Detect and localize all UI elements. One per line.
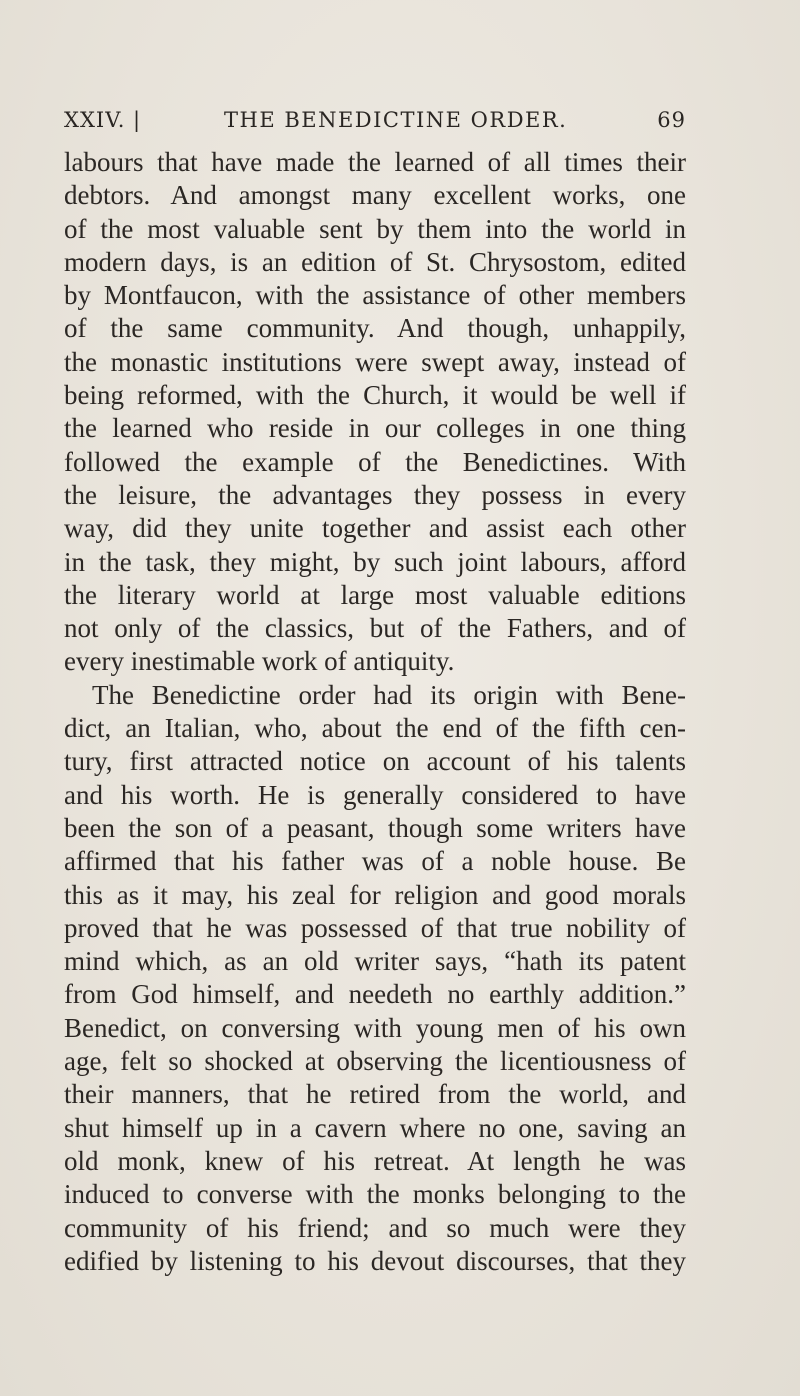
text-line: mind which, as an old writer says, “hath its patent [64, 946, 686, 977]
text-line: induced to converse with the monks belonging to the [64, 1179, 686, 1210]
text-line: the monastic institutions were swept away, instead of [64, 346, 686, 377]
text-line: not only of the classics, but of the Fathers, and of [64, 613, 686, 644]
text-line: community of his friend; and so much were they [64, 1212, 686, 1243]
text-line: the literary world at large most valuable editions [64, 579, 686, 610]
text-line: affirmed that his father was of a noble house. Be [64, 846, 686, 877]
text-line: age, felt so shocked at observing the licentiousness of [64, 1046, 686, 1077]
text-line: Benedict, on conversing with young men of his own [64, 1012, 686, 1043]
text-line: by Montfaucon, with the assistance of other members [64, 280, 686, 311]
text-line: the leisure, the advantages they possess in every [64, 479, 686, 510]
chapter-number: XXIV. | [64, 108, 142, 132]
text-line: shut himself up in a cavern where no one, saving an [64, 1112, 686, 1143]
text-line: dict, an Italian, who, about the end of the fifth cen- [64, 713, 686, 744]
running-title: THE BENEDICTINE ORDER. [224, 108, 568, 132]
text-line: the learned who reside in our colleges in one thing [64, 413, 686, 444]
text-line: edified by listening to his devout discourses, that they [64, 1245, 686, 1276]
text-line: of the most valuable sent by them into the world in [64, 213, 686, 244]
text-line: been the son of a peasant, though some writers have [64, 812, 686, 843]
text-line: old monk, knew of his retreat. At length he was [64, 1145, 686, 1176]
page-number: 69 [657, 108, 686, 132]
text-line: and his worth. He is generally considered to have [64, 779, 686, 810]
text-line: debtors. And amongst many excellent works, one [64, 180, 686, 211]
text-line: from God himself, and needeth no earthly addition.” [64, 979, 686, 1010]
text-line: proved that he was possessed of that true nobility of [64, 912, 686, 943]
text-line: this as it may, his zeal for religion and good morals [64, 879, 686, 910]
text-line: way, did they unite together and assist each other [64, 513, 686, 544]
text-line: in the task, they might, by such joint labours, afford [64, 546, 686, 577]
text-line: of the same community. And though, unhappily, [64, 313, 686, 344]
running-head [64, 108, 686, 138]
paragraph-end-line: every inestimable work of antiquity. [64, 646, 455, 677]
paragraph-first-line: The Benedictine order had its origin with Bene- [92, 679, 686, 710]
text-line: their manners, that he retired from the world, and [64, 1079, 686, 1110]
text-line: labours that have made the learned of all times their [64, 147, 686, 177]
text-line: tury, first attracted notice on account of his talents [64, 746, 686, 777]
text-line: being reformed, with the Church, it would be well if [64, 380, 686, 411]
text-line: followed the example of the Benedictines. With [64, 446, 686, 477]
text-line: modern days, is an edition of St. Chrysostom, edited [64, 246, 686, 277]
body-text [64, 146, 686, 1278]
